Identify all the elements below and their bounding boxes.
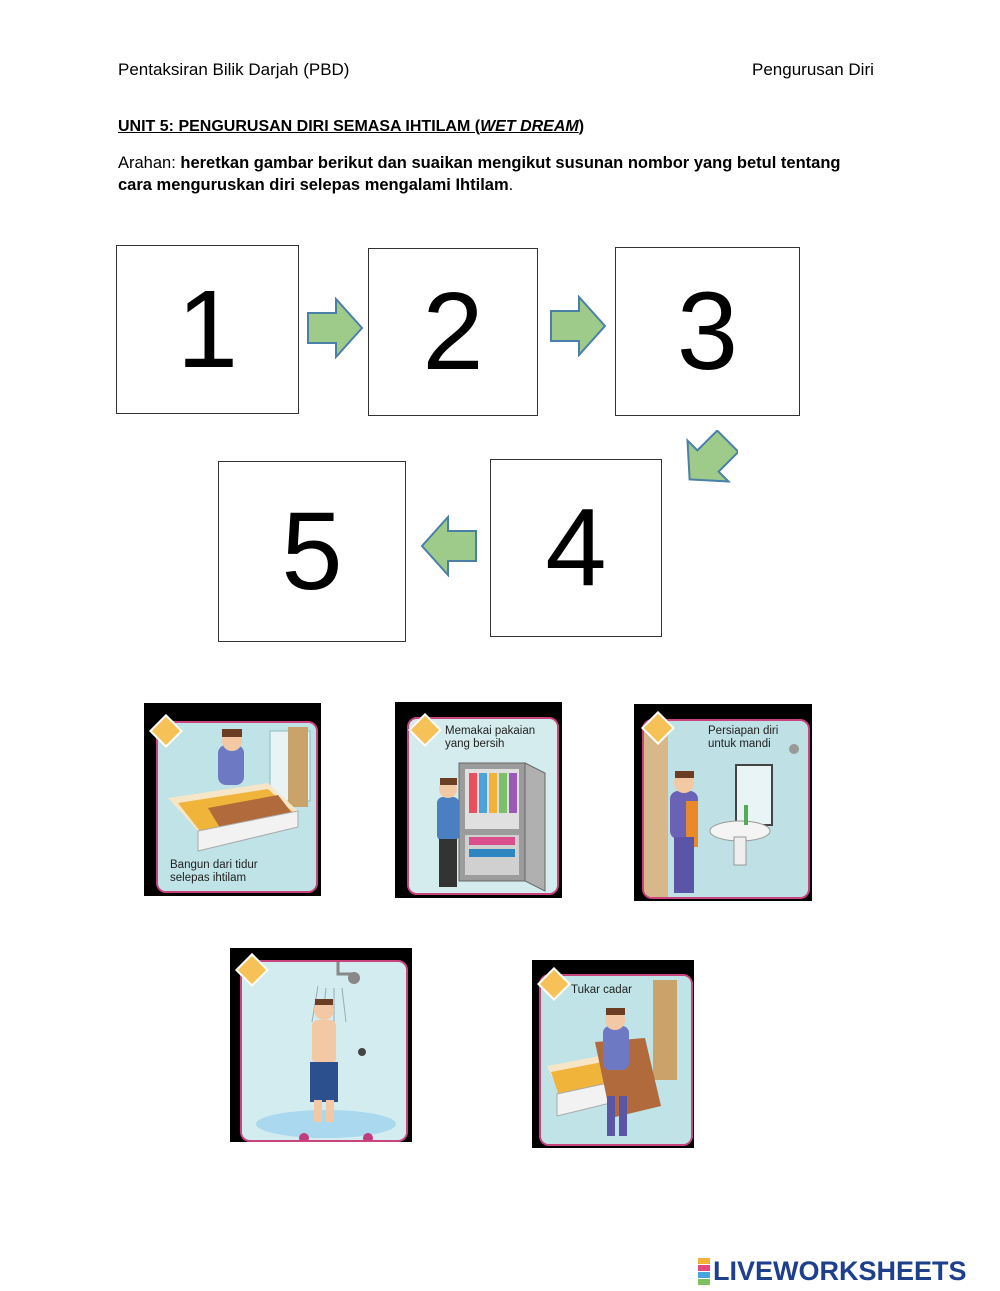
card-caption: Tukar cadar	[571, 984, 632, 996]
card-caption: Persiapan diri untuk mandi	[708, 725, 779, 750]
unit-title-main: UNIT 5: PENGURUSAN DIRI SEMASA IHTILAM (	[118, 118, 481, 135]
card-frame	[156, 721, 318, 893]
instruction	[118, 152, 878, 196]
arrow-down-left-icon	[678, 430, 738, 492]
instruction-bold: heretkan gambar berikut dan suaikan mengikut susunan nombor yang betul tentang cara menguruskan diri selepas mengalami Ihtilam	[118, 154, 841, 194]
picture-card-prepare-bath[interactable]	[634, 704, 812, 901]
drop-box-5[interactable]: 5	[218, 461, 406, 642]
instruction-prefix: Arahan:	[118, 154, 181, 172]
drop-box-4[interactable]: 4	[490, 459, 662, 637]
unit-title	[118, 118, 584, 136]
instruction-suffix: .	[508, 176, 514, 194]
card-frame	[539, 974, 693, 1146]
card-frame	[642, 719, 810, 899]
drop-box-3[interactable]: 3	[615, 247, 800, 416]
card-caption: Memakai pakaian yang bersih	[445, 725, 536, 750]
logo-word: LIVEWORKSHEETS	[713, 1256, 967, 1286]
arrow-right-icon	[306, 297, 366, 359]
picture-card-shower[interactable]	[230, 948, 412, 1142]
arrow-left-icon	[418, 515, 478, 577]
drop-box-2[interactable]: 2	[368, 248, 538, 416]
header-right: Pengurusan Diri	[752, 60, 874, 79]
picture-card-wake-up[interactable]	[144, 703, 321, 896]
unit-title-italic: WET DREAM	[480, 118, 579, 135]
logo-blocks	[698, 1258, 710, 1285]
card-frame	[240, 960, 408, 1142]
logo-block-v	[698, 1272, 710, 1278]
arrow-right-icon	[549, 295, 609, 357]
unit-title-end: )	[578, 118, 585, 135]
picture-card-change-sheets[interactable]	[532, 960, 694, 1148]
picture-card-clean-clothes[interactable]	[395, 702, 562, 898]
logo-block-e	[698, 1279, 710, 1285]
header-left: Pentaksiran Bilik Darjah (PBD)	[118, 60, 350, 79]
drop-box-1[interactable]: 1	[116, 245, 299, 414]
liveworksheets-logo	[698, 1256, 967, 1287]
card-caption: Bangun dari tidur selepas ihtilam	[170, 859, 258, 884]
shower-scene-icon	[242, 962, 406, 1140]
logo-block-l	[698, 1258, 710, 1264]
card-frame	[407, 717, 559, 895]
change-sheet-scene-icon	[541, 976, 691, 1144]
logo-block-i	[698, 1265, 710, 1271]
